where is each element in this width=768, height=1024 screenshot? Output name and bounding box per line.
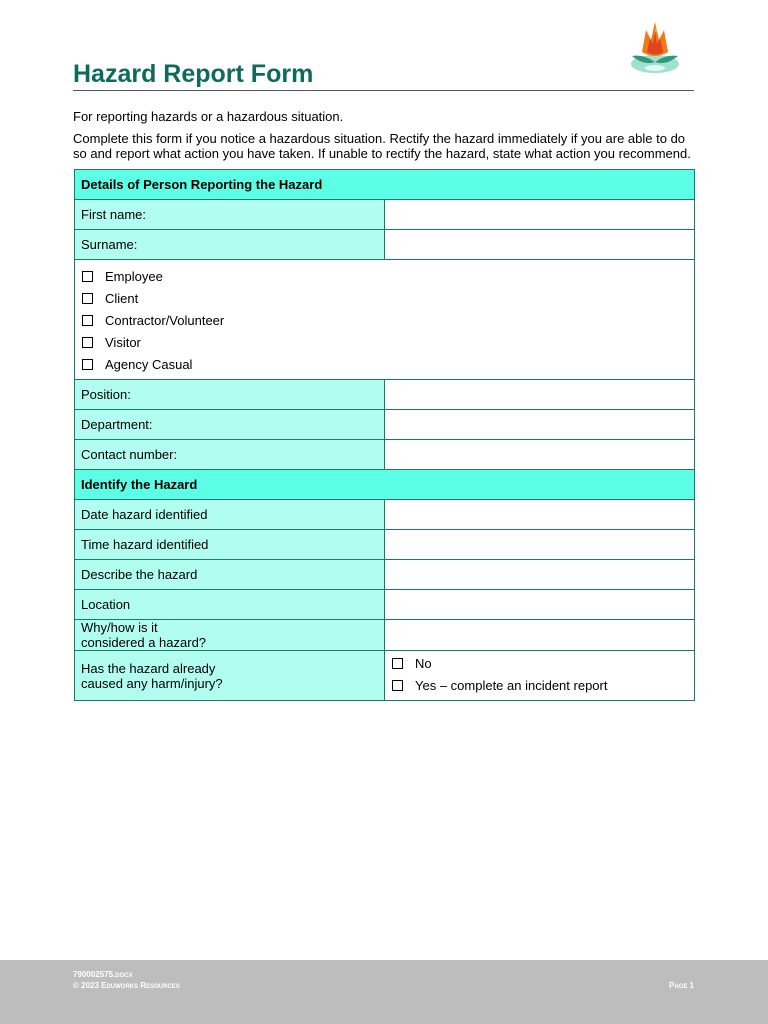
- first-name-field[interactable]: [385, 200, 695, 230]
- page-number: Page 1: [668, 981, 694, 990]
- harm-option-yes[interactable]: [391, 674, 688, 696]
- why-hazard-label-line2: considered a hazard?: [81, 635, 207, 650]
- document-id: 790002575.docx: [73, 970, 133, 979]
- why-hazard-field[interactable]: [385, 620, 695, 651]
- section-heading-reporter: Details of Person Reporting the Hazard: [75, 170, 695, 200]
- describe-label: Describe the hazard: [75, 560, 385, 590]
- checkbox[interactable]: [82, 271, 93, 282]
- hazard-report-table: [74, 169, 695, 701]
- position-field[interactable]: [385, 380, 695, 410]
- role-option-client[interactable]: [81, 287, 688, 309]
- harm-label: [75, 651, 385, 701]
- role-option-contractor[interactable]: [81, 309, 688, 331]
- role-option-employee[interactable]: [81, 265, 688, 287]
- checkbox[interactable]: [82, 315, 93, 326]
- time-label: Time hazard identified: [75, 530, 385, 560]
- checkbox[interactable]: [82, 293, 93, 304]
- surname-label: Surname:: [75, 230, 385, 260]
- time-field[interactable]: [385, 530, 695, 560]
- intro-text: For reporting hazards or a hazardous situation.: [73, 109, 344, 124]
- checkbox-label: No: [415, 655, 432, 671]
- checkbox-label: Client: [105, 290, 139, 306]
- harm-checkbox-group: [385, 651, 695, 701]
- role-checkbox-group: [75, 260, 695, 380]
- role-option-visitor[interactable]: [81, 331, 688, 353]
- why-hazard-label: [75, 620, 385, 651]
- position-label: Position:: [75, 380, 385, 410]
- location-field[interactable]: [385, 590, 695, 620]
- department-label: Department:: [75, 410, 385, 440]
- date-field[interactable]: [385, 500, 695, 530]
- surname-field[interactable]: [385, 230, 695, 260]
- copyright-text: © 2023 Eduworks Resources: [73, 981, 180, 990]
- checkbox-label: Contractor/Volunteer: [105, 312, 225, 328]
- harm-option-no[interactable]: [391, 652, 688, 674]
- title-divider: [73, 90, 694, 91]
- why-hazard-label-line1: Why/how is it: [81, 620, 158, 635]
- date-label: Date hazard identified: [75, 500, 385, 530]
- checkbox-label: Employee: [105, 268, 163, 284]
- harm-label-line1: Has the hazard already: [81, 660, 216, 676]
- harm-label-line2: caused any harm/injury?: [81, 675, 223, 691]
- checkbox[interactable]: [82, 337, 93, 348]
- checkbox[interactable]: [82, 359, 93, 370]
- checkbox-label: Agency Casual: [105, 356, 193, 372]
- describe-field[interactable]: [385, 560, 695, 590]
- section-heading-hazard: Identify the Hazard: [75, 470, 695, 500]
- checkbox-label: Yes – complete an incident report: [415, 677, 608, 693]
- page-title: Hazard Report Form: [73, 60, 314, 88]
- location-label: Location: [75, 590, 385, 620]
- role-option-agency-casual[interactable]: [81, 353, 688, 375]
- instructions-text: Complete this form if you notice a hazardous situation. Rectify the hazard immediately if you are able to do so and report what action you have taken. If unable to rectify the hazard, state what action you recommend.: [73, 131, 691, 161]
- page-footer: [0, 960, 768, 1024]
- checkbox-label: Visitor: [105, 334, 141, 350]
- contact-number-field[interactable]: [385, 440, 695, 470]
- contact-number-label: Contact number:: [75, 440, 385, 470]
- department-field[interactable]: [385, 410, 695, 440]
- checkbox[interactable]: [392, 680, 403, 691]
- first-name-label: First name:: [75, 200, 385, 230]
- flower-logo-icon: [624, 16, 686, 78]
- checkbox[interactable]: [392, 658, 403, 669]
